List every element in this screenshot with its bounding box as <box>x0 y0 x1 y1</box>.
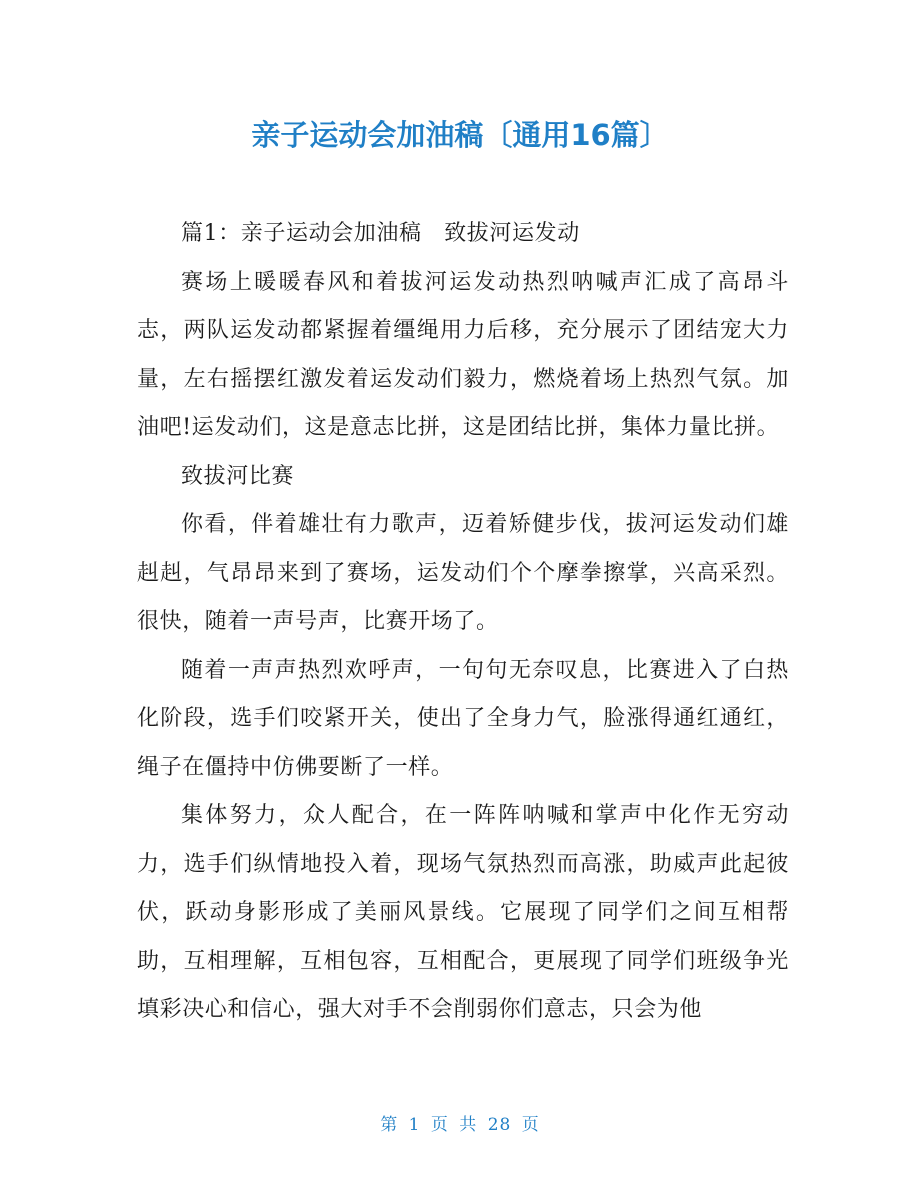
page-footer <box>0 1112 920 1138</box>
footer-current-page: 1 <box>408 1115 421 1135</box>
section-heading: 致拔河比赛 <box>181 463 295 489</box>
document-body <box>137 210 789 1035</box>
footer-page-unit: 页 <box>430 1115 449 1135</box>
footer-total-pages: 28 <box>487 1115 512 1135</box>
footer-total-unit: 页 <box>521 1115 540 1135</box>
body-paragraph: 赛场上暖暖春风和着拔河运发动热烈呐喊声汇成了高昂斗志，两队运发动都紧握着缰绳用力后移，充分展示了团结宠大力量，左右摇摆红激发着运发动们毅力，燃烧着场上热烈气氛。加油吧!运发动们，这是意志比拼，这是团结比拼，集体力量比拼。 <box>137 269 789 440</box>
body-paragraph: 随着一声声热烈欢呼声，一句句无奈叹息，比赛进入了白热化阶段，选手们咬紧开关，使出了全身力气，脸涨得通红通红，绳子在僵持中仿佛要断了一样。 <box>137 657 789 780</box>
section-heading: 篇1：亲子运动会加油稿 致拔河运发动 <box>181 221 580 246</box>
footer-page-label: 第 <box>380 1115 399 1135</box>
body-paragraph: 你看，伴着雄壮有力歌声，迈着矫健步伐，拔河运发动们雄赳赳，气昂昂来到了赛场，运发动们个个摩拳擦掌，兴高采烈。很快，随着一声号声，比赛开场了。 <box>137 512 789 634</box>
document-title: 亲子运动会加油稿〔通用16篇〕 <box>251 118 669 152</box>
footer-total-label: 共 <box>459 1115 478 1135</box>
body-paragraph: 集体努力，众人配合，在一阵阵呐喊和掌声中化作无穷动力，选手们纵情地投入着，现场气氛热烈而高涨，助威声此起彼伏，跃动身影形成了美丽风景线。它展现了同学们之间互相帮助，互相理解，互相包容，互相配合，更展现了同学们班级争光填彩决心和信心，强大对手不会削弱你们意志，只会为他 <box>137 803 789 1022</box>
